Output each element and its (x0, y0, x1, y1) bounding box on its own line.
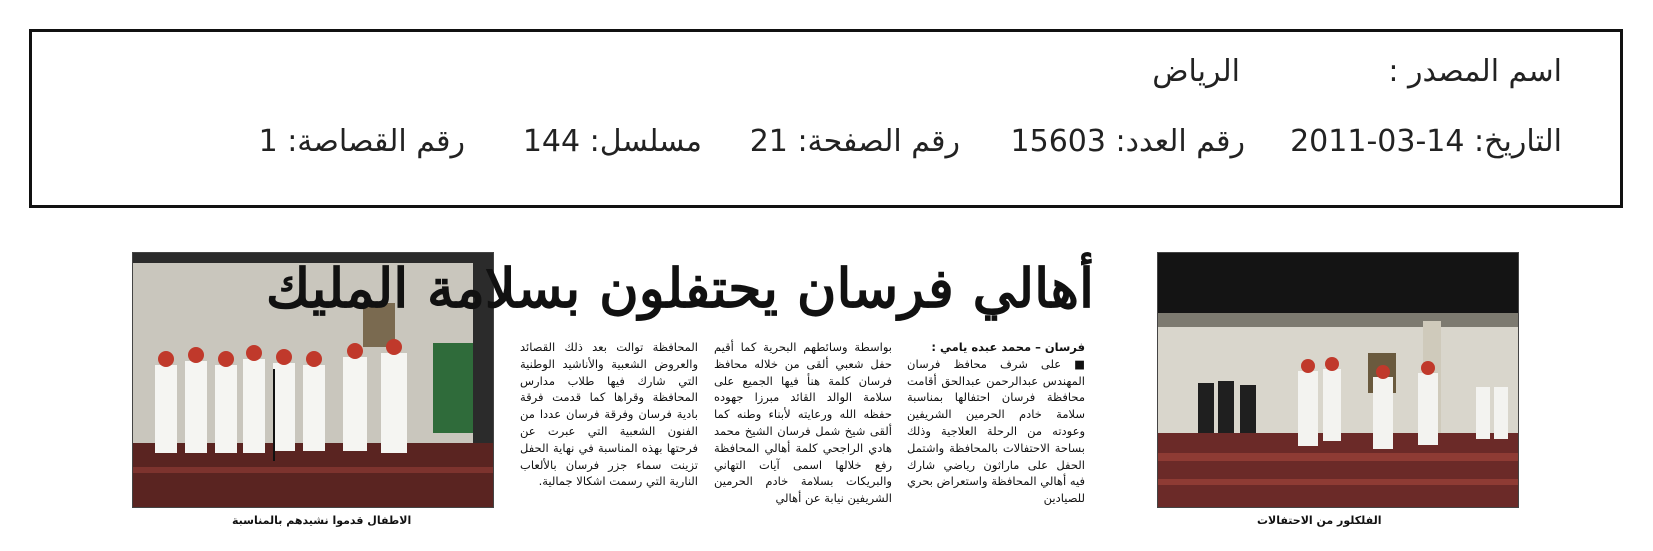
article-column-2 (714, 339, 892, 507)
right-photo-caption: الفلكلور من الاحتفالات (1257, 514, 1382, 527)
column-1-text: ■ على شرف محافظ فرسان المهندس عبدالرحمن عبدالحق أقامت محافظة فرسان احتفالها بمناسبة سلامة خادم الحرمين الشريفين وعودته من الرحلة العلاجية وذلك بساحة الاحتفالات بالمحافظة واشتمل الحفل على ماراثون رياضي شارك فيه أهالي المحافظة واستعراض بحري للصيادين (907, 356, 1085, 506)
folklore-photo (1157, 252, 1519, 508)
source-info-box (29, 29, 1623, 208)
column-3-text: المحافظة توالت بعد ذلك القصائد والعروض الشعبية والأناشيد الوطنية التي شارك فيها طلاب مدارس المحافظة وقراها كما قدمت فرقة بادية فرسان وفرقة فرسان عددا من الفنون الشعبية التي عبرت عن فرحتها بهذه المناسبة في نهاية الحفل تزينت سماء جزر فرسان بالألعاب النارية التي رسمت اشكالا جمالية. (520, 340, 698, 489)
article-byline: فرسان – محمد عبده يامي : (931, 340, 1085, 354)
column-2-text: بواسطة وسائطهم البحرية كما أقيم حفل شعبي ألقى من خلاله محافظ فرسان كلمة هنأ فيها الجميع على سلامة الوالد القائد مبرزا جهوده حفظه الله ورعايته لأبناء وطنه كما ألقى شيخ شمل فرسان الشيخ محمد هادي الراجحي كلمة أهالي المحافظة رفع خلالها اسمى آيات التهاني والبريكات بسلامة خادم الحرمين الشريفين نيابة عن أهالي (714, 340, 892, 506)
source-label: اسم المصدر : (1388, 54, 1562, 89)
date-field: التاريخ: 14-03-2011 (1290, 124, 1562, 159)
article-column-1 (907, 339, 1085, 507)
issue-number-field: رقم العدد: 15603 (1010, 124, 1245, 159)
left-photo-caption: الاطفال قدموا نشيدهم بالمناسبة (232, 514, 412, 527)
serial-field: مسلسل: 144 (522, 124, 702, 159)
clip-number-field: رقم القصاصة: 1 (258, 124, 465, 159)
source-value: الرياض (1152, 54, 1240, 89)
page-number-field: رقم الصفحة: 21 (749, 124, 960, 159)
article-headline: أهالي فرسان يحتفلون بسلامة المليك (265, 256, 1094, 320)
newspaper-clipping (132, 252, 1521, 542)
article-column-3 (520, 339, 698, 490)
